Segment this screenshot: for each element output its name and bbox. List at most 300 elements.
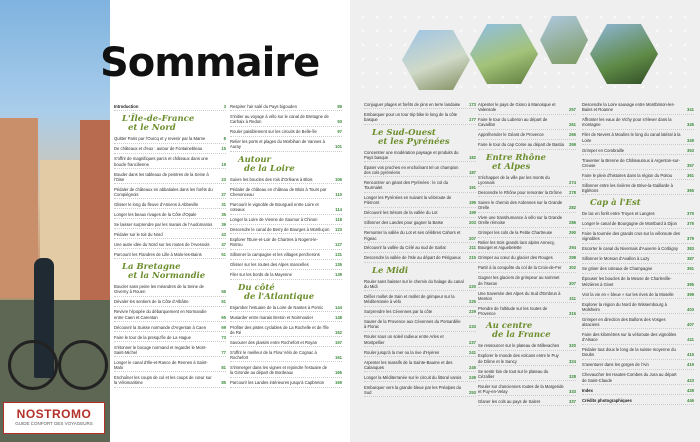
toc-page-number: 446	[687, 397, 694, 403]
toc-entry[interactable]	[478, 117, 576, 130]
toc-entry-title: Glisser sur les routes des Alpes mancelles	[230, 262, 309, 268]
toc-entry[interactable]	[364, 150, 476, 163]
toc-entry[interactable]	[230, 177, 342, 184]
toc-page-number: 233	[469, 324, 476, 330]
toc-entry-title: De châteaux et d'eux : autour de Fontainebleau	[114, 146, 203, 152]
toc-entry[interactable]	[364, 360, 476, 373]
toc-entry[interactable]	[364, 255, 476, 262]
toc-entry[interactable]	[582, 372, 694, 385]
section-heading-line: de la Loire	[244, 163, 295, 174]
toc-entry-title: Pédaler sur le toit du Nord	[114, 231, 163, 237]
toc-entry[interactable]	[364, 245, 476, 252]
toc-entry[interactable]	[114, 309, 226, 322]
toc-entry-title: S'aventurer dans les gorges de l'Ain	[582, 362, 649, 368]
section-heading-line: Autour	[238, 154, 272, 165]
toc-entry-title: Grimper en direction des Ballons des Vosges alsaciens	[582, 316, 666, 327]
toc-page-number: 375	[687, 221, 694, 227]
logo-name: NOSTROMO	[16, 407, 92, 421]
toc-entry-title: Rouler sans baisser sur le chemin du halage du canal du Midi	[364, 278, 464, 290]
toc-entry-title: De lac en forêt entre Troyes et Langres	[582, 211, 655, 217]
toc-entry-title: Relier les ports et plages du Morbihan de Vannes à Auray	[230, 139, 325, 150]
toc-page-number: 341	[687, 107, 694, 113]
toc-page-number: 110	[335, 191, 342, 197]
toc-page-number: 353	[687, 147, 694, 153]
toc-entry-title: Descendre le Rhône pour remonter la Drôme	[478, 189, 562, 195]
toc-entry-title: Découvrir la Suisse normande d'Argentan à Caen	[114, 324, 207, 330]
toc-entry-title: Bouder dans les tableaux de peintres de la Seine à l'Oise	[114, 171, 209, 182]
toc-page-number: 245	[469, 364, 476, 370]
toc-page-number: 39	[221, 221, 226, 227]
section-heading-line: Entre Rhône	[486, 152, 546, 163]
toc-entry-title: Enchaîner les coups de cul et les coups de cœur sur la Vélomaritime	[114, 374, 212, 386]
toc-entry[interactable]	[364, 375, 476, 382]
section-heading	[372, 267, 476, 276]
toc-entry-title: Surprendre les Cévennes par la côte	[364, 309, 433, 315]
section-heading-line: et les Pyrénées	[378, 136, 450, 147]
toc-entry-title: Pédaler tout doux le long de la suisse moyenne du Doubs	[582, 347, 676, 358]
toc-page-number: 123	[335, 227, 342, 233]
toc-page-number: 31	[221, 201, 226, 207]
toc-entry-title: Sillonner la campagne et les villages percherons	[230, 252, 320, 258]
toc-page-number: 23	[221, 176, 226, 182]
logo-tagline: GUIDE CONFORT DES VOYAGEURS	[15, 421, 93, 426]
toc-page-number: 365	[687, 187, 694, 193]
toc-entry-title: Se laisser surprendre par les marais de l'Audomarois	[114, 221, 213, 227]
toc-entry-title: Filer de Nevers à Moulins le long du canal latéral à la Loire	[582, 132, 681, 143]
toc-page-number: 77	[221, 349, 226, 355]
toc-entry[interactable]	[364, 210, 476, 217]
section-heading-line: L'Île-de-France	[122, 114, 195, 125]
toc-column-5	[582, 102, 694, 407]
toc-entry[interactable]	[114, 345, 226, 358]
toc-page-number: 85	[221, 380, 226, 386]
toc-page-number: 337	[569, 398, 576, 404]
toc-entry-title: Longer le canal d'Ille-et-Rance de Rennes à Saint-Malo	[114, 359, 208, 370]
toc-page-number: 282	[569, 205, 576, 211]
toc-entry[interactable]	[230, 187, 342, 200]
toc-entry-title: Descendre la vallée de l'Isle au départ de Périgueux	[364, 255, 461, 261]
toc-entry[interactable]	[230, 227, 342, 234]
toc-entry-title: Escorter le canal du Nivernais d'Auxerre à Corbigny	[582, 246, 678, 252]
toc-entry[interactable]	[478, 343, 576, 350]
toc-entry-title: Affronter les eaux de Vichy pour s'élever dans la montagne	[582, 117, 672, 128]
section-heading-line: de la France	[492, 330, 551, 341]
toc-page-number: 403	[687, 306, 694, 312]
toc-page-number: 195	[469, 200, 476, 206]
toc-entry[interactable]	[582, 211, 694, 218]
toc-page-number: 19	[221, 161, 226, 167]
toc-entry-title: Boucler sans peine les méandres de la Seine de Giverny à Rouen	[114, 284, 204, 295]
toc-entry-title: Explorer l'Eure-et-Loir de Chartres à Nogent-le-Rotrou	[230, 237, 318, 248]
toc-entry-title: Rouler sur d'anciennes routes de la Margeride et Puy-en-Velay	[478, 383, 564, 394]
toc-entry-title: Gagner les glaciers de grimpeur au sommet de l'Iseran	[478, 275, 560, 286]
toc-page-number: 177	[469, 117, 476, 123]
toc-page-number: 215	[469, 255, 476, 261]
section-heading-line: de l'Atlantique	[244, 291, 315, 302]
section-heading	[372, 129, 476, 147]
toc-entry-title: Faire la tournée des grands crus sur la véloroute des vignobles	[582, 231, 680, 242]
toc-page-number: 399	[687, 291, 694, 297]
toc-page-number: 3	[223, 104, 226, 109]
toc-entry-title: Se ressourcer sur le plateau de Millevaches	[478, 343, 560, 349]
toc-entry-title: Traverser la Brenne de Châteauroux à Argenton-sur-Creuse	[582, 157, 680, 168]
section-heading	[122, 115, 226, 133]
toc-page-number: 333	[569, 388, 576, 394]
toc-entry[interactable]	[478, 275, 576, 288]
toc-entry[interactable]	[230, 365, 342, 378]
toc-entry[interactable]	[582, 102, 694, 115]
toc-page-number: 144	[335, 304, 342, 310]
toc-page-number: 253	[469, 389, 476, 395]
toc-entry-title: Glaner les cols au pays de Salers	[478, 398, 541, 404]
toc-entry-title: Chevaucher les Hautes-Combes du Jura au départ de Saint-Claude	[582, 372, 677, 383]
toc-page-number: 307	[569, 280, 576, 286]
toc-entry-title: Sauter de la Provence aux Cévennes du Pomardèle à Florac	[364, 319, 461, 330]
toc-entry[interactable]	[478, 240, 576, 253]
toc-entry-title: Longer les beaux rivages de la Côte d'Opale	[114, 211, 197, 217]
toc-entry-title: Rouler paisiblement sur les circuits de Belle-Île	[230, 129, 317, 135]
toc-page-number: 345	[687, 122, 694, 128]
toc-entry[interactable]	[114, 146, 226, 153]
toc-entry[interactable]	[114, 325, 226, 332]
toc-entry[interactable]	[582, 347, 694, 360]
toc-page-number: 278	[569, 189, 576, 195]
toc-page-number: 298	[569, 255, 576, 261]
toc-entry[interactable]	[230, 325, 342, 338]
toc-page-number: 370	[687, 211, 694, 217]
section-heading	[590, 199, 694, 208]
toc-entry[interactable]	[478, 353, 576, 366]
toc-entry-title: Découvrir les trésors de la vallée du Lot	[364, 210, 438, 216]
toc-page-number: 97	[337, 129, 342, 135]
toc-entry[interactable]	[230, 252, 342, 259]
toc-page-number: 191	[469, 185, 476, 191]
toc-entry-title: Rencontrer un géant des Pyrénées : le col du Tourmalet	[364, 179, 449, 191]
toc-page-number: 165	[335, 370, 342, 376]
toc-page-number: 89	[337, 104, 342, 109]
toc-entry-title: Une autre idée du Nord sur les routes de l'Avesnois	[114, 241, 210, 247]
toc-entry[interactable]	[364, 220, 476, 227]
toc-entry-title: Revivre l'épopée du débarquement en Normandie entre Caen et Carentan	[114, 309, 207, 320]
toc-entry-title: Sillonner entre les rivières de Brive-la-Gaillarde à Eglétons	[582, 182, 674, 193]
toc-entry[interactable]	[582, 292, 694, 299]
toc-entry[interactable]	[114, 375, 226, 388]
toc-entry[interactable]	[582, 317, 694, 330]
toc-page-number: 423	[687, 377, 694, 383]
toc-entry[interactable]	[114, 104, 226, 111]
toc-entry-title: Explorer le monde des volcans entre le Puy de Dôme et le Sancy	[478, 353, 559, 364]
toc-page-number: 73	[221, 334, 226, 340]
toc-entry-title: Crédits photographiques	[582, 397, 632, 403]
toc-entry-title: Faire le plein d'histoires dans la région du Poitou	[582, 172, 673, 178]
toc-entry[interactable]	[364, 112, 476, 125]
toc-page-number: 274	[569, 179, 576, 185]
toc-entry[interactable]	[478, 102, 576, 115]
toc-entry[interactable]	[364, 350, 476, 357]
toc-entry[interactable]	[582, 158, 694, 171]
toc-entry[interactable]	[114, 222, 226, 229]
toc-entry[interactable]	[582, 117, 694, 130]
toc-page-number: 27	[221, 191, 226, 197]
toc-entry[interactable]	[582, 132, 694, 145]
toc-entry-title: Enjamber l'estuaire de la Loire de Nantes à Pornic	[230, 304, 324, 310]
toc-page-number: 407	[687, 321, 694, 327]
toc-entry-title: Introduction	[114, 104, 139, 109]
toc-page-number: 311	[569, 295, 576, 301]
toc-entry-title: Prendre de l'altitude sur les routes de Provence	[478, 305, 548, 317]
toc-entry[interactable]	[114, 335, 226, 342]
toc-entry-title: Une traversée des Alpes du Sud d'Embrun à Menton	[478, 290, 561, 301]
section-heading	[486, 322, 576, 340]
toc-entry[interactable]	[364, 279, 476, 292]
toc-entry[interactable]	[114, 252, 226, 259]
section-heading-line: Le Sud-Ouest	[372, 127, 436, 138]
toc-page-number: 379	[687, 236, 694, 242]
toc-entry-title: Faire des kilomètres sur la véloroute des vignobles d'Alsace	[582, 331, 677, 343]
toc-entry[interactable]	[582, 388, 694, 395]
toc-page-number: 320	[569, 343, 576, 349]
toc-page-number: 286	[569, 220, 576, 226]
toc-entry[interactable]	[114, 156, 226, 169]
toc-page-number: 61	[221, 299, 226, 305]
section-heading	[238, 284, 342, 302]
toc-entry[interactable]	[582, 302, 694, 315]
toc-entry[interactable]	[230, 380, 342, 387]
toc-entry[interactable]	[478, 175, 576, 188]
toc-page-number: 114	[335, 207, 342, 213]
toc-entry[interactable]	[478, 215, 576, 228]
toc-page-number: 387	[687, 256, 694, 262]
toc-column-4	[478, 102, 576, 409]
toc-entry[interactable]	[478, 369, 576, 382]
toc-page-number: 411	[687, 337, 694, 343]
toc-page-number: 81	[221, 364, 226, 370]
toc-page-number: 47	[221, 241, 226, 247]
toc-entry-title: Explorer la région du Nord de Wissembourg à Molsheim	[582, 301, 667, 312]
toc-page-number: 51	[221, 251, 226, 257]
toc-page-number: 220	[469, 284, 476, 290]
toc-entry-title: Voir la vie en « bleue » sur les rives de la Moselle	[582, 291, 674, 297]
toc-entry-title: S'immerger dans les vignes et rejoindre l'estuaire de la Gironde au départ de Bordeaux	[230, 364, 328, 376]
toc-entry[interactable]	[478, 384, 576, 397]
toc-page-number: 294	[569, 245, 576, 251]
toc-entry-title: S'offrir le meilleur de la Flow Vélo de Cognac à Rochefort	[230, 349, 317, 360]
toc-entry[interactable]	[582, 231, 694, 244]
toc-entry-title: Concentrer une modération paysage et produits du Pays basque	[364, 149, 459, 160]
toc-page-number: 148	[335, 314, 342, 320]
toc-entry[interactable]	[114, 242, 226, 249]
section-heading-line: Cap à l'Est	[590, 198, 641, 209]
toc-entry-title: Pédaler de châteaux en abbatiales dans les forêts du Compiégnois	[114, 186, 213, 197]
toc-entry[interactable]	[230, 237, 342, 250]
toc-entry[interactable]	[582, 173, 694, 180]
toc-entry-title: Embarquer vers la grande bleue par les Préalpes du Sud	[364, 384, 462, 395]
toc-entry-title: Épater vos proches en enchaînant tel un champion des cols pyrénéens	[364, 164, 459, 175]
section-heading-line: La Bretagne	[122, 262, 181, 273]
toc-entry[interactable]	[582, 362, 694, 369]
toc-entry[interactable]	[364, 385, 476, 398]
toc-entry[interactable]	[364, 195, 476, 208]
toc-page-number: 15	[221, 146, 226, 152]
toc-page-number: 152	[335, 329, 342, 335]
toc-page-number: 127	[335, 242, 342, 248]
toc-page-number: 43	[221, 231, 226, 237]
toc-page-number: 265	[569, 132, 576, 138]
toc-entry[interactable]	[230, 315, 342, 322]
section-heading-line: Le Midi	[372, 265, 409, 276]
toc-page-number: 211	[469, 245, 476, 251]
toc-entry-title: Suivre le chemin des Ardennes sur la Grande Orelle	[478, 199, 563, 211]
toc-page-number: 391	[687, 266, 694, 272]
toc-page-number: 161	[335, 354, 342, 360]
toc-entry-title: Pédaler de château en château de Blois à Tours par Chenonceau	[230, 186, 327, 197]
toc-entry-title: Longer la Méditerranée sur le circuit du littoral varois	[364, 374, 462, 380]
toc-entry-title: Parcourir les Flandres de Lille à Malo-les-Bains	[114, 251, 202, 257]
toc-entry-title: Quitter Paris par l'Ourcq et y revenir par la Marne	[114, 136, 206, 142]
toc-entry-title: Descendre la Loire sauvage entre Montbrison-les-Bains et Roanne	[582, 102, 675, 113]
toc-page-number: 415	[687, 352, 694, 358]
toc-page-number: 419	[687, 362, 694, 368]
toc-entry[interactable]	[364, 102, 476, 109]
toc-entry[interactable]	[582, 246, 694, 253]
toc-entry[interactable]	[582, 332, 694, 345]
toc-entry-title: Vivre une transhumance à vélo sur la Grande Orelle rémoise	[478, 215, 563, 226]
toc-entry[interactable]	[364, 180, 476, 193]
toc-entry[interactable]	[230, 129, 342, 136]
toc-entry[interactable]	[364, 230, 476, 243]
toc-entry[interactable]	[478, 230, 576, 237]
toc-entry[interactable]	[478, 265, 576, 272]
toc-entry[interactable]	[478, 200, 576, 213]
toc-entry-title: Longer la Loire de Vienne de Saumur à Chinon	[230, 217, 318, 223]
toc-entry[interactable]	[114, 172, 226, 185]
toc-entry[interactable]	[582, 221, 694, 228]
toc-page-number: 8	[223, 136, 226, 142]
toc-entry-title: S'initier au voyage à vélo sur le canal de Bretagne de Carhaix à Redon	[230, 113, 329, 125]
toc-entry-title: Embarquer pour un tour trip bike le long de la côte basque	[364, 111, 458, 123]
toc-entry[interactable]	[230, 114, 342, 127]
toc-page-number: 169	[335, 380, 342, 386]
toc-entry-title: Se griser des coteaux de Champagne	[582, 266, 653, 272]
section-heading-line: et la Normandie	[128, 271, 206, 282]
toc-page-number: 139	[335, 272, 342, 278]
toc-entry[interactable]	[364, 309, 476, 316]
toc-entry-title: Descendre le canal de Berry de Bourges à Montluçon	[230, 227, 330, 233]
toc-entry-title: Longer les Pyrénées en suivant la véloroute de Piémont	[364, 195, 452, 206]
toc-entry[interactable]	[230, 262, 342, 269]
toc-entry[interactable]	[114, 299, 226, 306]
toc-page-number: 101	[335, 144, 342, 150]
toc-entry[interactable]	[230, 202, 342, 215]
toc-entry[interactable]	[364, 165, 476, 178]
toc-entry-title: Longer le canal de Bourgogne de Montbard à Dijon	[582, 221, 677, 227]
toc-page-number: 173	[469, 102, 476, 107]
toc-entry[interactable]	[364, 319, 476, 332]
toc-entry-title: Sillonner le Morvan d'Avallon à Luzy	[582, 256, 650, 262]
toc-entry[interactable]	[114, 202, 226, 209]
toc-entry[interactable]	[230, 272, 342, 279]
toc-page-number: 257	[569, 107, 576, 113]
toc-column-3	[364, 102, 476, 400]
toc-entry[interactable]	[114, 187, 226, 200]
toc-entry[interactable]	[364, 334, 476, 347]
toc-entry[interactable]	[114, 212, 226, 219]
toc-entry-title: Dévaler les sentiers de la Côte d'Albâtre	[114, 299, 189, 305]
toc-entry[interactable]	[478, 132, 576, 139]
toc-entry[interactable]	[582, 276, 694, 289]
toc-entry[interactable]	[478, 399, 576, 406]
toc-entry[interactable]	[582, 256, 694, 263]
section-heading-line: Au centre	[486, 321, 533, 332]
toc-entry-title: Défier mollet de train et mollet de grimpeur sur la Méditerranée à vélo	[364, 294, 455, 305]
toc-entry-title: S'étonner le bocage normand et regarder le Mont-Saint-Michel	[114, 344, 207, 355]
toc-entry[interactable]	[478, 255, 576, 262]
toc-page-number: 106	[335, 176, 342, 182]
toc-page-number: 131	[335, 252, 342, 258]
toc-entry-title: Faire le tour de la presqu'île de La Hague	[114, 334, 191, 340]
toc-entry[interactable]	[230, 139, 342, 152]
toc-entry-title: Savourer des plaisirs entre Rochefort et Royan	[230, 339, 318, 345]
section-heading-line: Du côté	[238, 282, 275, 293]
toc-entry[interactable]	[478, 142, 576, 149]
publisher-logo	[3, 402, 105, 434]
toc-entry[interactable]	[478, 291, 576, 304]
toc-page-number: 315	[569, 311, 576, 317]
toc-page-number: 203	[469, 220, 476, 226]
toc-entry[interactable]	[582, 266, 694, 273]
toc-entry-title: Se sentir loin de tout sur le plateau du Cézallier	[478, 368, 549, 379]
toc-entry-title: Suivre les boucles des rois d'Orléans à Blois	[230, 176, 313, 182]
toc-entry-title: Parcourir le vignoble de Bourgueil entre Loire et coteaux	[230, 201, 319, 213]
toc-entry[interactable]	[364, 294, 476, 307]
toc-entry[interactable]	[230, 217, 342, 224]
toc-entry[interactable]	[114, 360, 226, 373]
toc-entry[interactable]	[230, 340, 342, 347]
toc-entry[interactable]	[230, 104, 342, 111]
toc-entry[interactable]	[582, 183, 694, 196]
toc-entry[interactable]	[230, 350, 342, 363]
toc-entry[interactable]	[478, 306, 576, 319]
toc-entry[interactable]	[478, 190, 576, 197]
toc-page-number: 56	[221, 289, 226, 295]
toc-entry[interactable]	[114, 232, 226, 239]
toc-page-number: 357	[687, 162, 694, 168]
section-heading-line: et Alpes	[492, 161, 531, 172]
toc-page-number: 182	[469, 154, 476, 160]
toc-entry[interactable]	[114, 284, 226, 297]
toc-entry-title: Sillonner des Landes pour gagner la Baïse	[364, 220, 444, 226]
toc-page-number: 93	[337, 119, 342, 125]
toc-page-number: 349	[687, 137, 694, 143]
toc-entry[interactable]	[114, 136, 226, 143]
toc-entry-title: Profiter des pistes cyclables de La Rochelle et de l'Île de Ré	[230, 324, 329, 335]
section-heading	[238, 156, 342, 174]
toc-entry[interactable]	[582, 398, 694, 405]
toc-entry-title: Musarder entre marais Breton et Noirmoutier	[230, 314, 314, 320]
toc-entry-title: Remonter la vallée du Lot et ses célèbres Cahors et Figeac	[364, 230, 461, 241]
toc-entry-title: Faire le tour du Luberon au départ de Cavaillon	[478, 117, 548, 128]
toc-page-number: 383	[687, 246, 694, 252]
toc-entry[interactable]	[582, 148, 694, 155]
toc-entry-title: Arpenter les massifs de la Sainte-Baume et des Calanques	[364, 359, 453, 370]
toc-entry-title: Grimper les cols de la Petite Chartreuse	[478, 230, 553, 236]
toc-column-1	[114, 104, 226, 390]
toc-page-number: 69	[221, 324, 226, 330]
toc-page-number: 207	[469, 235, 476, 241]
toc-entry[interactable]	[230, 305, 342, 312]
toc-entry-title: Partir à la conquête du col de la Croix-de-Fer	[478, 265, 562, 271]
toc-entry-title: Faire le tour du cap Corse au départ de Bastia	[478, 142, 564, 148]
